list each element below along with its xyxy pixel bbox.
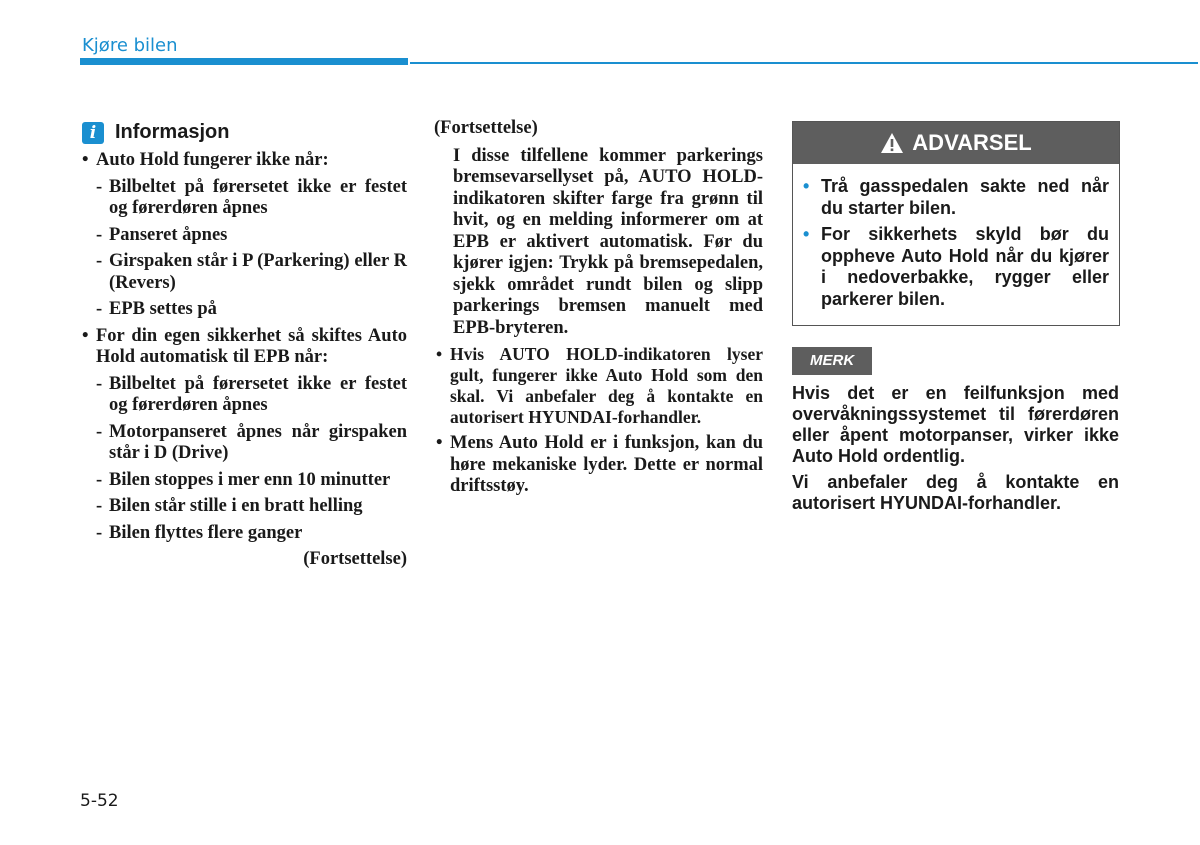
info-column [80,122,407,571]
bullet-auto-hold-yellow: • Hvis AUTO HOLD-indikatoren lyser gult, fungerer ikke Auto Hold som den skal. Vi anbefaler deg å kontakte en autorisert HYUNDAI-forhandler. [434,344,763,428]
continued-heading: (Fortsettelse) [434,118,538,138]
header-rule-thick [80,58,408,65]
list-item: - Girspaken står i P (Parkering) eller R (Revers) [96,251,407,293]
info-icon: i [82,122,104,144]
page-number: 5-52 [80,791,119,811]
list-item: - Bilbeltet på førersetet ikke er festet og førerdøren åpnes [96,176,407,218]
list-item: - Panseret åpnes [96,224,228,245]
info-bullet-2: • For din egen sikkerhet så skiftes Auto Hold automatisk til EPB når: [80,326,407,369]
note-text [792,383,1119,514]
list-item: - Bilbeltet på førersetet ikke er festet og førerdøren åpnes [96,373,407,415]
list-item: - Bilen står stille i en bratt helling [96,496,363,516]
list-item: - Motorpanseret åpnes når girspaken står i D (Drive) [96,421,407,463]
continued-label: (Fortsettelse) [303,549,407,569]
section-title: Kjøre bilen [82,35,178,56]
continuation-column [434,118,763,503]
note-paragraph-1: Hvis det er en feilfunksjon med overvåkningssystemet til førerdøren eller åpent motorpanser, virker ikke Auto Hold ordentlig. [792,382,1119,466]
warning-body [793,164,1119,325]
note-paragraph-2: Vi anbefaler deg å kontakte en autorisert HYUNDAI-forhandler. [792,471,1119,513]
list-item: - EPB settes på [96,299,217,319]
info-title: Informasjon [115,121,230,144]
list-item: - Bilen stoppes i mer enn 10 minutter [96,469,391,490]
list-item: • For sikkerhets skyld bør du oppheve Auto Hold når du kjører i nedoverbakke, rygger eller parkerer bilen. [803,224,1109,309]
header-rule-thin [410,62,1198,64]
info-bullet-1: • Auto Hold fungerer ikke når: [80,150,407,172]
info-heading [80,122,407,144]
warning-triangle-icon [880,132,904,154]
bullet-mechanical-noise: • Mens Auto Hold er i funksjon, kan du høre mekaniske lyder. Dette er normal driftsstøy. [434,433,763,498]
warning-column [792,121,1119,519]
continuation-paragraph: I disse tilfellene kommer parkerings bremsevarsellyset på, AUTO HOLD- indikatoren skifter farge fra grønn til hvit, og en melding informerer om at EPB er aktivert automatisk. Før du kjører igjen: Trykk på bremsepedalen, sjekk området rundt bilen og slipp parkerings bremsen manuelt med EPB-bryteren. [453,145,763,338]
warning-box [792,121,1120,326]
warning-header [793,122,1119,164]
warning-title: ADVARSEL [912,130,1032,156]
list-item: - Bilen flyttes flere ganger [96,522,303,543]
list-item: • Trå gasspedalen sakte ned når du starter bilen. [803,176,1109,218]
note-label: MERK [792,347,872,375]
